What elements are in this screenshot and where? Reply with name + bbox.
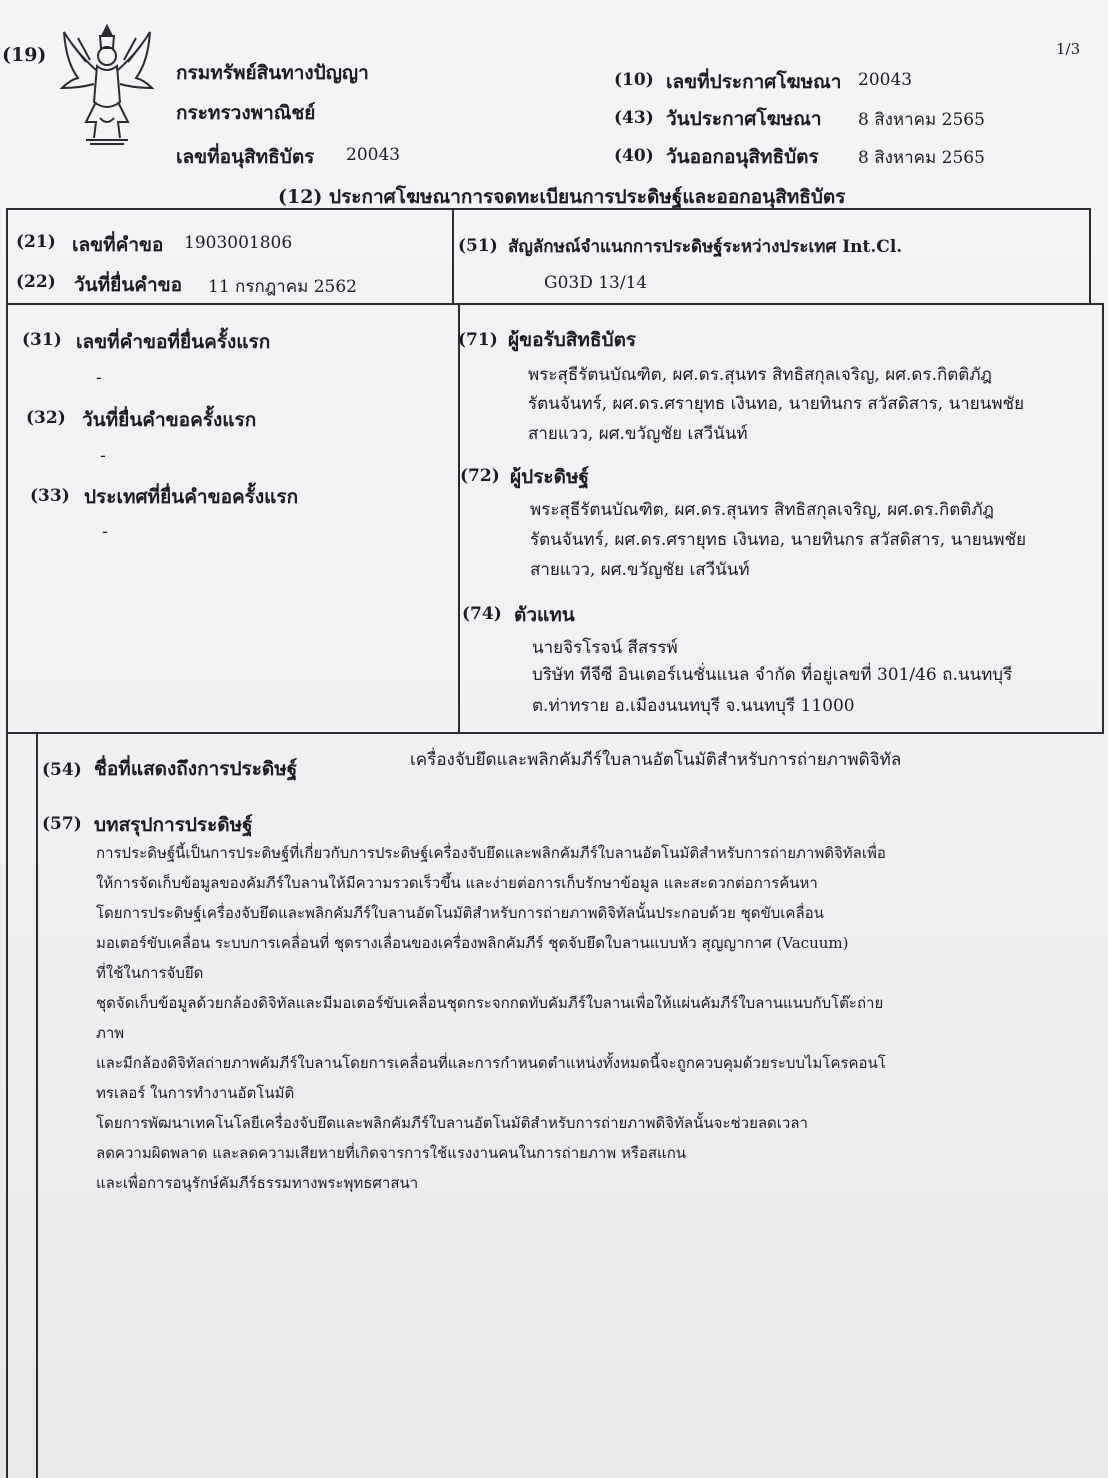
filing-date-value: 11 กรกฎาคม 2562 xyxy=(208,277,357,297)
field-code-57: (57) xyxy=(42,814,82,834)
field-code-54: (54) xyxy=(42,760,82,780)
agent-line: ต.ท่าทราย อ.เมืองนนทบุรี จ.นนทบุรี 11000 xyxy=(532,696,855,716)
announcement-number-value: 20043 xyxy=(858,70,913,90)
abstract-line: ทรเลอร์ ในการทำงานอัตโนมัติ xyxy=(96,1084,295,1102)
petty-patent-number: 20043 xyxy=(346,145,401,165)
abstract-line: ภาพ xyxy=(96,1024,125,1042)
page-number: 1/3 xyxy=(1056,40,1081,58)
table-border-top xyxy=(6,208,1090,210)
agent-line: บริษัท ทีจีซี อินเตอร์เนชั่นแนล จำกัด ที่อยู่เลขที่ 301/46 ถ.นนทบุรี xyxy=(532,665,1013,685)
abstract-line: โดยการประดิษฐ์เครื่องจับยึดและพลิกคัมภีร์ใบลานอัตโนมัติสำหรับการถ่ายภาพดิจิทัลนั้นประกอบด้วย ชุดขับเคลื่อน xyxy=(96,904,824,922)
field-code-33: (33) xyxy=(30,486,70,506)
field-code-32: (32) xyxy=(26,408,66,428)
application-number-label: เลขที่คำขอ xyxy=(72,234,164,256)
abstract-line: ลดความผิดพลาด และลดความเสียหายที่เกิดจารการใช้แรงงานคนในการถ่ายภาพ หรือสแกน xyxy=(96,1144,687,1162)
abstract-line: และมีกล้องดิจิทัลถ่ายภาพคัมภีร์ใบลานโดยการเคลื่อนที่และการกำหนดตำแหน่งทั้งหมดนี้จะถูกควบคุมด้วยระบบไมโครคอนโ xyxy=(96,1054,886,1072)
abstract-line: ชุดจัดเก็บข้อมูลด้วยกล้องดิจิทัลและมีมอเตอร์ขับเคลื่อนชุดกระจกกดทับคัมภีร์ใบลานเพื่อให้แผ่นคัมภีร์ใบลานแนบกับโต๊ะถ่าย xyxy=(96,994,884,1012)
announcement-date-value: 8 สิงหาคม 2565 xyxy=(858,110,985,130)
field-code-10: (10) xyxy=(614,70,654,90)
table-border-right-lower xyxy=(1102,304,1104,732)
agent-label: ตัวแทน xyxy=(514,604,575,626)
field-code-71: (71) xyxy=(458,330,498,350)
abstract-line: โดยการพัฒนาเทคโนโลยีเครื่องจับยึดและพลิกคัมภีร์ใบลานอัตโนมัติสำหรับการถ่ายภาพดิจิทัลนั้นจะช่วยลดเวลา xyxy=(96,1114,808,1132)
applicant-line: พระสุธีรัตนบัณฑิต, ผศ.ดร.สุนทร สิทธิสกุลเจริญ, ผศ.ดร.กิตติภัฎ xyxy=(528,365,992,385)
department-name: กรมทรัพย์สินทางปัญญา xyxy=(176,62,369,84)
garuda-emblem-icon xyxy=(56,22,158,152)
applicant-label: ผู้ขอรับสิทธิบัตร xyxy=(508,329,637,351)
issue-date-label: วันออกอนุสิทธิบัตร xyxy=(666,146,819,168)
invention-title-value: เครื่องจับยึดและพลิกคัมภีร์ใบลานอัตโนมัติสำหรับการถ่ายภาพดิจิทัล xyxy=(410,750,902,770)
issue-date-value: 8 สิงหาคม 2565 xyxy=(858,148,985,168)
announcement-number-label: เลขที่ประกาศโฆษณา xyxy=(666,71,842,93)
table-border-right-upper xyxy=(1089,208,1091,304)
abstract-label: บทสรุปการประดิษฐ์ xyxy=(94,814,253,836)
table-row-divider-2 xyxy=(6,732,1104,734)
abstract-line: ที่ใช้ในการจับยึด xyxy=(96,964,204,982)
inventor-label: ผู้ประดิษฐ์ xyxy=(510,466,589,488)
field-code-51: (51) xyxy=(458,236,498,256)
abstract-text xyxy=(96,838,1100,1198)
agent-line: นายจิรโรจน์ สีสรรพ์ xyxy=(532,638,678,658)
ministry-name: กระทรวงพาณิชย์ xyxy=(176,102,316,124)
field-code-21: (21) xyxy=(16,232,56,252)
applicant-line: สายแวว, ผศ.ขวัญชัย เสวีนันท์ xyxy=(528,424,748,444)
field-code-74: (74) xyxy=(462,604,502,624)
petty-patent-label: เลขที่อนุสิทธิบัตร xyxy=(176,146,315,168)
classification-value: G03D 13/14 xyxy=(544,273,648,293)
table-inner-margin xyxy=(36,734,38,1478)
first-filing-country-label: ประเทศที่ยื่นคำขอครั้งแรก xyxy=(84,486,299,508)
first-filing-date-value: - xyxy=(100,446,106,466)
classification-label: สัญลักษณ์จำแนกการประดิษฐ์ระหว่างประเทศ Int.Cl. xyxy=(508,237,903,257)
table-divider-lower xyxy=(458,304,460,732)
first-application-number-label: เลขที่คำขอที่ยื่นครั้งแรก xyxy=(76,331,271,353)
announcement-date-label: วันประกาศโฆษณา xyxy=(666,108,822,130)
field-code-19: (19) xyxy=(2,44,47,66)
filing-date-label: วันที่ยื่นคำขอ xyxy=(74,274,183,296)
invention-title-label: ชื่อที่แสดงถึงการประดิษฐ์ xyxy=(94,758,298,780)
field-code-22: (22) xyxy=(16,272,56,292)
applicant-line: รัตนจันทร์, ผศ.ดร.ศรายุทธ เงินทอ, นายทินกร สวัสดิสาร, นายนพชัย xyxy=(528,394,1025,414)
abstract-line: มอเตอร์ขับเคลื่อน ระบบการเคลื่อนที่ ชุดรางเลื่อนของเครื่องพลิกคัมภีร์ ชุดจับยึดใบลานแบบหัว สุญญากาศ (Vacuum) xyxy=(96,934,849,952)
abstract-line: ให้การจัดเก็บข้อมูลของคัมภีร์ใบลานให้มีความรวดเร็วขึ้น และง่ายต่อการเก็บรักษาข้อมูล และสะดวกต่อการค้นหา xyxy=(96,874,818,892)
table-border-left xyxy=(6,208,8,1478)
field-code-43: (43) xyxy=(614,108,654,128)
abstract-line: และเพื่อการอนุรักษ์คัมภีร์ธรรมทางพระพุทธศาสนา xyxy=(96,1174,419,1192)
abstract-line: การประดิษฐ์นี้เป็นการประดิษฐ์ที่เกี่ยวกับการประดิษฐ์เครื่องจับยึดและพลิกคัมภีร์ใบลานอัตโนมัติสำหรับการถ่ายภาพดิจิทัลเพื่อ xyxy=(96,844,886,862)
inventor-line: พระสุธีรัตนบัณฑิต, ผศ.ดร.สุนทร สิทธิสกุลเจริญ, ผศ.ดร.กิตติภัฎ xyxy=(530,500,994,520)
first-filing-date-label: วันที่ยื่นคำขอครั้งแรก xyxy=(82,409,257,431)
table-row-divider-1 xyxy=(6,303,1104,305)
field-code-31: (31) xyxy=(22,330,62,350)
field-code-72: (72) xyxy=(460,466,500,486)
table-divider-upper xyxy=(452,208,454,304)
document-title: (12) ประกาศโฆษณาการจดทะเบียนการประดิษฐ์และออกอนุสิทธิบัตร xyxy=(278,186,846,208)
inventor-line: สายแวว, ผศ.ขวัญชัย เสวีนันท์ xyxy=(530,560,750,580)
inventor-line: รัตนจันทร์, ผศ.ดร.ศรายุทธ เงินทอ, นายทินกร สวัสดิสาร, นายนพชัย xyxy=(530,530,1027,550)
field-code-40: (40) xyxy=(614,146,654,166)
application-number-value: 1903001806 xyxy=(184,233,293,253)
first-filing-country-value: - xyxy=(102,522,108,542)
first-application-number-value: - xyxy=(96,368,102,388)
